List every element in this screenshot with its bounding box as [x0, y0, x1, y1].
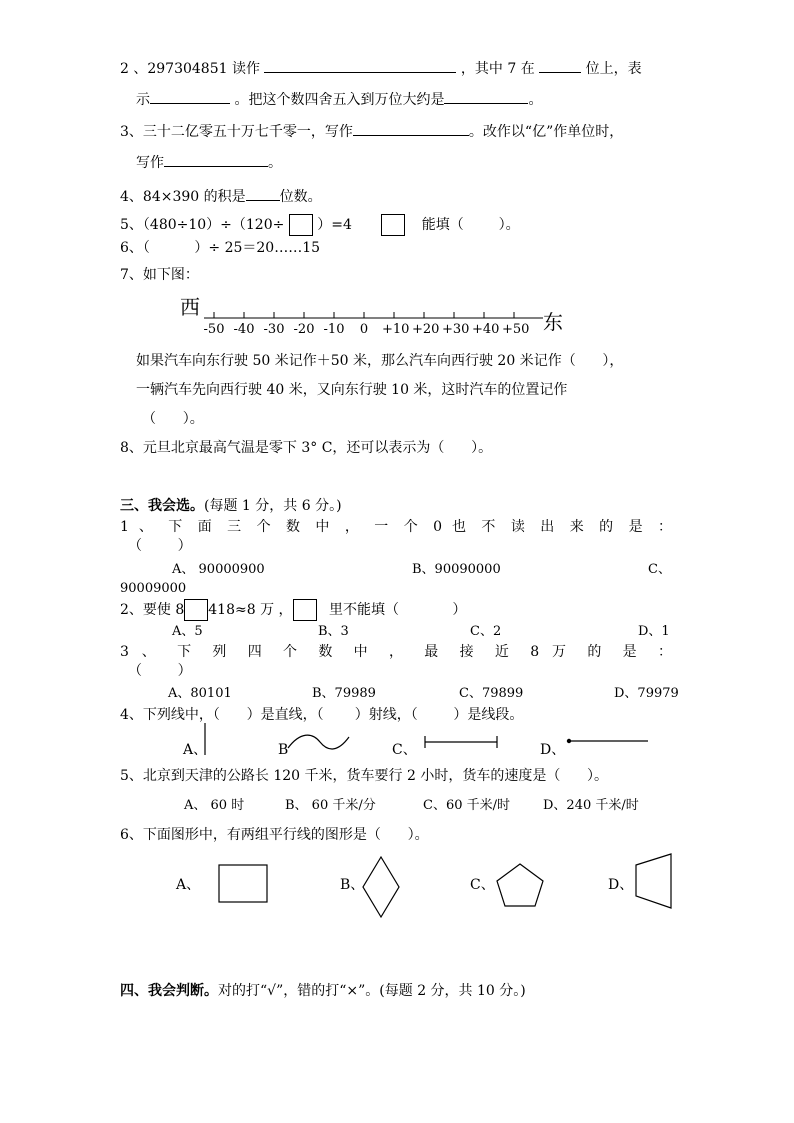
s3q6-stem: 6、下面图形中，有两组平行线的图形是（ ）。 [120, 827, 429, 843]
q2-text-2: ，其中 7 在 [460, 61, 535, 77]
section3-note: (每题 1 分，共 6 分。) [204, 498, 342, 514]
q7-line2: 一辆汽车先向西行驶 40 米，又向东行驶 10 米，这时汽车的位置记作 [136, 382, 568, 398]
figure-rhombus [363, 857, 399, 917]
s3q3-option-c[interactable]: C、79899 [459, 686, 524, 701]
s3q4-option-b[interactable]: B [278, 742, 289, 758]
q3-text-1: 3、三十二亿零五十万七千零一，写作 [120, 124, 353, 140]
figure-rectangle [219, 865, 267, 902]
figure-trapezoid [636, 854, 671, 908]
number-line-tick-label: -50 [203, 322, 225, 337]
q5-text-4: ）。 [498, 217, 520, 233]
s3q4-option-d[interactable]: D、 [540, 742, 566, 758]
number-line-tick-label: +40 [472, 322, 500, 337]
s3q4-option-c[interactable]: C、 [392, 742, 417, 758]
q3-text-3: 写作 [136, 155, 164, 171]
q8-line: 8、元旦北京最高气温是零下 3° C，还可以表示为（ ）。 [120, 440, 493, 456]
s3q2-text-3: 里不能填（ ） [328, 602, 467, 618]
number-line-tick-label: +10 [382, 322, 410, 337]
s3q1-paren: （ ） [128, 538, 192, 554]
s3q3-stem: 3 、 下 列 四 个 数 中 ， 最 接 近 8 万 的 是 ： [120, 644, 672, 660]
s3q2-option-b[interactable]: B、3 [318, 624, 349, 639]
s3q1-option-c[interactable]: C、 [648, 562, 671, 577]
s3q5-stem: 5、北京到天津的公路长 120 千米，货车要行 2 小时，货车的速度是（ ）。 [120, 768, 609, 784]
q7-line3: （ ）。 [142, 411, 204, 427]
q5-text-1: 5、（480÷10）÷（120÷ [120, 217, 285, 233]
q2-text-5: 。把这个数四舍五入到万位大约是 [234, 92, 445, 108]
q5-text-2: ）=4 [317, 217, 352, 233]
s3q1-option-a[interactable]: A、 90000900 [172, 562, 265, 577]
s3q5-option-a[interactable]: A、 60 时 [184, 798, 245, 813]
s3q2-option-c[interactable]: C、2 [470, 624, 502, 639]
section4-note: 对的打“√”，错的打“×”。(每题 2 分，共 10 分。) [218, 983, 526, 999]
s3q2-option-a[interactable]: A、5 [172, 624, 203, 639]
s3q5-option-b[interactable]: B、 60 千米/分 [285, 798, 376, 813]
s3q3-option-b[interactable]: B、79989 [312, 686, 376, 701]
number-line-tick-label: -40 [233, 322, 255, 337]
s3q3-option-d[interactable]: D、79979 [614, 686, 679, 701]
q2-text-6: 。 [528, 92, 543, 108]
s3q2-text-1: 2、要使 8 [120, 602, 185, 618]
s3q2-text-2: 418≈8 万 ， [208, 602, 293, 618]
q2-text-4: 示 [136, 92, 150, 108]
s3q3-option-a[interactable]: A、80101 [168, 686, 232, 701]
west-label: 西 [180, 295, 200, 319]
s3q1-stem: 1 、 下 面 三 个 数 中 ， 一 个 0 也 不 读 出 来 的 是 ： [120, 519, 672, 535]
s3q4-option-a[interactable]: A、 [183, 742, 208, 758]
q2-text-3: 位上，表 [585, 61, 642, 77]
q4-text-1: 4、84×390 的积是 [120, 189, 246, 205]
s3q1-option-c-value: 90009000 [120, 581, 187, 596]
s3q6-option-c[interactable]: C、 [470, 877, 495, 893]
s3q5-option-c[interactable]: C、60 千米/时 [423, 798, 511, 813]
number-line-tick-label: +50 [502, 322, 530, 337]
s3q4-stem: 4、下列线中，（ ）是直线，（ ）射线，（ ）是线段。 [120, 707, 524, 723]
figure-pentagon [497, 864, 543, 906]
section4-heading-line [120, 982, 526, 1000]
q2-text-1: 2 、297304851 读作 [120, 61, 260, 77]
s3q6-option-a[interactable]: A、 [176, 877, 201, 893]
s3q3-paren: （ ） [128, 663, 192, 679]
q4-text-2: 位数。 [279, 189, 322, 205]
number-line-tick-label: -20 [293, 322, 315, 337]
section4-heading: 四、我会判断。 [120, 983, 218, 999]
s3q2-option-d[interactable]: D、1 [638, 624, 670, 639]
q7-line1: 如果汽车向东行驶 50 米记作＋50 米，那么汽车向西行驶 20 米记作（ ）， [136, 353, 624, 369]
q3-text-4: 。 [268, 155, 282, 171]
number-line-tick-label: +30 [442, 322, 470, 337]
number-line-tick-label: -10 [323, 322, 345, 337]
q6-line: 6、（ ）÷ 25＝20……15 [120, 240, 321, 256]
number-line-tick-label: -30 [263, 322, 285, 337]
q7-title: 7、如下图： [120, 267, 199, 283]
s3q5-option-d[interactable]: D、240 千米/时 [543, 798, 639, 813]
s3q6-option-d[interactable]: D、 [608, 877, 634, 893]
section3-heading: 三、我会选。 [120, 498, 204, 514]
number-line-tick-label: 0 [359, 322, 369, 337]
q5-text-3: 能填（ [421, 217, 464, 233]
s3q1-option-b[interactable]: B、90090000 [412, 562, 501, 577]
east-label: 东 [543, 310, 563, 334]
s3q6-option-b[interactable]: B、 [340, 877, 365, 893]
q3-text-2: 。改作以“亿”作单位时， [468, 124, 624, 140]
number-line-tick-label: +20 [412, 322, 440, 337]
